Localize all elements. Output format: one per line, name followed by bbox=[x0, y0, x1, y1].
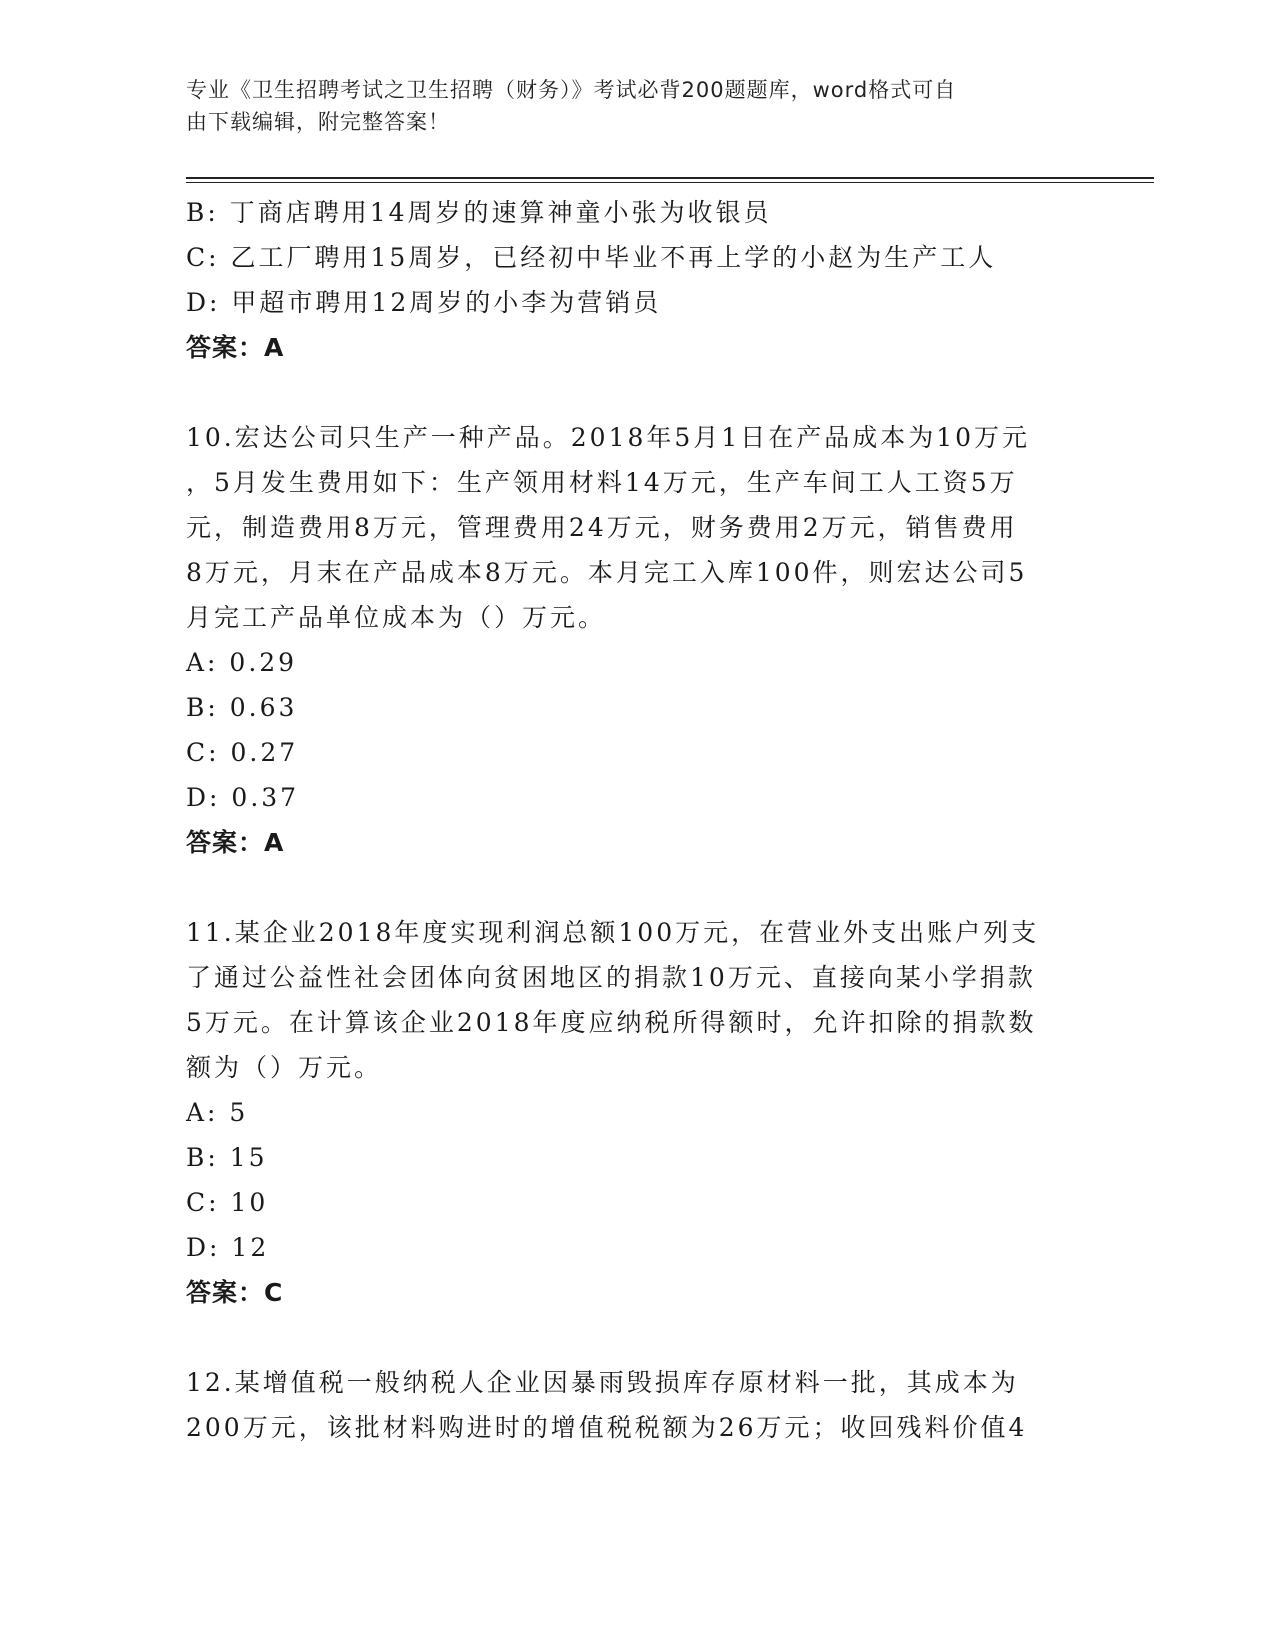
question-11 bbox=[186, 910, 1086, 1315]
spacer bbox=[186, 865, 1086, 910]
spacer bbox=[186, 370, 1086, 415]
question-9-tail bbox=[186, 190, 1086, 370]
header-title-line-1: 专业《卫生招聘考试之卫生招聘（财务）》考试必背200题题库，word格式可自 bbox=[186, 78, 957, 102]
question-text-line: 了通过公益性社会团体向贫困地区的捐款10万元、直接向某小学捐款 bbox=[186, 963, 1036, 992]
header-title-line-2: 由下载编辑，附完整答案！ bbox=[186, 110, 450, 134]
question-text-line: 12.某增值税一般纳税人企业因暴雨毁损库存原材料一批，其成本为 bbox=[186, 1368, 1019, 1397]
question-content bbox=[186, 190, 1086, 1450]
question-text-line: 8万元，月末在产品成本8万元。本月完工入库100件，则宏达公司5 bbox=[186, 558, 1028, 587]
question-text-line: ，5月发生费用如下：生产领用材料14万元，生产车间工人工资5万 bbox=[186, 468, 1018, 497]
option-b: B: 15 bbox=[186, 1143, 268, 1172]
option-a: A: 5 bbox=[186, 1098, 249, 1127]
question-text-line: 额为（）万元。 bbox=[186, 1053, 383, 1082]
question-text-line: 10.宏达公司只生产一种产品。2018年5月1日在产品成本为10万元 bbox=[186, 423, 1031, 452]
option-a: A: 0.29 bbox=[186, 648, 298, 677]
answer-line: 答案：A bbox=[186, 828, 285, 857]
page-header bbox=[186, 74, 1086, 138]
option-d: D: 甲超市聘用12周岁的小李为营销员 bbox=[186, 288, 662, 317]
question-text-line: 200万元，该批材料购进时的增值税税额为26万元；收回残料价值4 bbox=[186, 1413, 1028, 1442]
option-d: D: 0.37 bbox=[186, 783, 300, 812]
answer-line: 答案：A bbox=[186, 333, 285, 362]
option-b: B: 0.63 bbox=[186, 693, 298, 722]
question-text-line: 11.某企业2018年度实现利润总额100万元，在营业外支出账户列支 bbox=[186, 918, 1040, 947]
answer-line: 答案：C bbox=[186, 1278, 284, 1307]
option-c: C: 10 bbox=[186, 1188, 269, 1217]
spacer bbox=[186, 1315, 1086, 1360]
option-c: C: 乙工厂聘用15周岁，已经初中毕业不再上学的小赵为生产工人 bbox=[186, 243, 997, 272]
option-b: B: 丁商店聘用14周岁的速算神童小张为收银员 bbox=[186, 198, 772, 227]
question-12 bbox=[186, 1360, 1086, 1450]
option-c: C: 0.27 bbox=[186, 738, 299, 767]
option-d: D: 12 bbox=[186, 1233, 270, 1262]
question-text-line: 5万元。在计算该企业2018年度应纳税所得额时，允许扣除的捐款数 bbox=[186, 1008, 1037, 1037]
header-rule-thin bbox=[186, 182, 1154, 183]
question-text-line: 元，制造费用8万元，管理费用24万元，财务费用2万元，销售费用 bbox=[186, 513, 1018, 542]
header-rule-thick bbox=[186, 177, 1154, 179]
question-text-line: 月完工产品单位成本为（）万元。 bbox=[186, 603, 607, 632]
question-10 bbox=[186, 415, 1086, 865]
